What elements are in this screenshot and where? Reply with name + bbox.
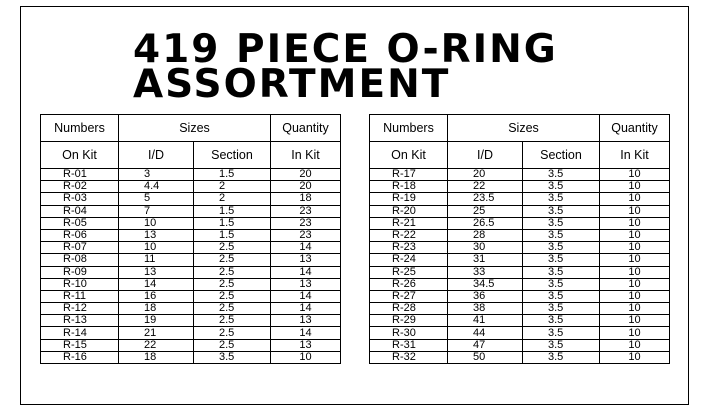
table-row	[41, 339, 341, 351]
inner-diameter-cell: 10	[119, 217, 194, 229]
section-cell: 3.5	[523, 351, 600, 363]
quantity-cell: 10	[600, 339, 670, 351]
quantity-cell: 10	[271, 351, 341, 363]
inner-diameter-cell: 23.5	[448, 193, 523, 205]
table-row	[41, 266, 341, 278]
inner-diameter-cell: 34.5	[448, 278, 523, 290]
kit-number-cell: R-16	[41, 351, 119, 363]
table-row	[41, 315, 341, 327]
inner-diameter-cell: 18	[119, 303, 194, 315]
quantity-cell: 18	[271, 193, 341, 205]
kit-number-cell: R-26	[370, 278, 448, 290]
header-sizes: Sizes	[448, 115, 600, 142]
quantity-cell: 10	[600, 242, 670, 254]
table-row	[41, 217, 341, 229]
kit-number-cell: R-04	[41, 205, 119, 217]
section-cell: 3.5	[523, 303, 600, 315]
header-in-kit: In Kit	[600, 142, 670, 169]
inner-diameter-cell: 36	[448, 290, 523, 302]
quantity-cell: 10	[600, 327, 670, 339]
table-row	[41, 193, 341, 205]
inner-diameter-cell: 30	[448, 242, 523, 254]
quantity-cell: 23	[271, 217, 341, 229]
table-body-right	[370, 169, 670, 364]
inner-diameter-cell: 21	[119, 327, 194, 339]
header-quantity: Quantity	[271, 115, 341, 142]
inner-diameter-cell: 44	[448, 327, 523, 339]
quantity-cell: 10	[600, 351, 670, 363]
section-cell: 2.5	[194, 278, 271, 290]
inner-diameter-cell: 4.4	[119, 181, 194, 193]
quantity-cell: 10	[600, 229, 670, 241]
inner-diameter-cell: 5	[119, 193, 194, 205]
section-cell: 1.5	[194, 217, 271, 229]
table-row	[41, 351, 341, 363]
inner-diameter-cell: 33	[448, 266, 523, 278]
table-row	[41, 169, 341, 181]
kit-number-cell: R-09	[41, 266, 119, 278]
kit-number-cell: R-20	[370, 205, 448, 217]
quantity-cell: 10	[600, 169, 670, 181]
oring-table-left	[40, 114, 341, 364]
header-sizes: Sizes	[119, 115, 271, 142]
quantity-cell: 14	[271, 327, 341, 339]
kit-number-cell: R-17	[370, 169, 448, 181]
inner-diameter-cell: 16	[119, 290, 194, 302]
header-id: I/D	[119, 142, 194, 169]
table-row	[370, 327, 670, 339]
table-row	[370, 169, 670, 181]
kit-number-cell: R-08	[41, 254, 119, 266]
inner-diameter-cell: 28	[448, 229, 523, 241]
section-cell: 3.5	[523, 181, 600, 193]
section-cell: 3.5	[523, 205, 600, 217]
quantity-cell: 10	[600, 266, 670, 278]
section-cell: 3.5	[523, 339, 600, 351]
inner-diameter-cell: 11	[119, 254, 194, 266]
table-row	[370, 315, 670, 327]
table-row	[370, 229, 670, 241]
table-row	[41, 181, 341, 193]
table-row	[370, 278, 670, 290]
kit-number-cell: R-30	[370, 327, 448, 339]
header-id: I/D	[448, 142, 523, 169]
table-row	[41, 242, 341, 254]
section-cell: 3.5	[194, 351, 271, 363]
quantity-cell: 10	[600, 193, 670, 205]
oring-table-right	[369, 114, 670, 364]
header-numbers: Numbers	[370, 115, 448, 142]
kit-number-cell: R-29	[370, 315, 448, 327]
section-cell: 2.5	[194, 339, 271, 351]
inner-diameter-cell: 22	[448, 181, 523, 193]
header-section: Section	[523, 142, 600, 169]
table-row	[370, 181, 670, 193]
table-row	[370, 339, 670, 351]
section-cell: 3.5	[523, 254, 600, 266]
title-line-1: 419 PIECE O-RING	[133, 27, 558, 72]
inner-diameter-cell: 10	[119, 242, 194, 254]
kit-number-cell: R-07	[41, 242, 119, 254]
kit-number-cell: R-05	[41, 217, 119, 229]
quantity-cell: 14	[271, 266, 341, 278]
quantity-cell: 23	[271, 229, 341, 241]
kit-number-cell: R-06	[41, 229, 119, 241]
page-title	[133, 27, 558, 107]
header-numbers: Numbers	[41, 115, 119, 142]
inner-diameter-cell: 13	[119, 266, 194, 278]
quantity-cell: 20	[271, 181, 341, 193]
quantity-cell: 14	[271, 303, 341, 315]
quantity-cell: 13	[271, 315, 341, 327]
quantity-cell: 14	[271, 290, 341, 302]
kit-number-cell: R-31	[370, 339, 448, 351]
kit-number-cell: R-02	[41, 181, 119, 193]
inner-diameter-cell: 26.5	[448, 217, 523, 229]
section-cell: 2.5	[194, 266, 271, 278]
table-row	[41, 327, 341, 339]
kit-number-cell: R-15	[41, 339, 119, 351]
section-cell: 2.5	[194, 315, 271, 327]
table-row	[370, 290, 670, 302]
kit-number-cell: R-14	[41, 327, 119, 339]
section-cell: 2.5	[194, 303, 271, 315]
inner-diameter-cell: 20	[448, 169, 523, 181]
table-row	[41, 205, 341, 217]
kit-number-cell: R-01	[41, 169, 119, 181]
table-row	[41, 278, 341, 290]
quantity-cell: 13	[271, 254, 341, 266]
inner-diameter-cell: 41	[448, 315, 523, 327]
kit-number-cell: R-27	[370, 290, 448, 302]
section-cell: 3.5	[523, 242, 600, 254]
section-cell: 3.5	[523, 327, 600, 339]
inner-diameter-cell: 31	[448, 254, 523, 266]
section-cell: 1.5	[194, 229, 271, 241]
table-row	[370, 266, 670, 278]
kit-number-cell: R-19	[370, 193, 448, 205]
inner-diameter-cell: 50	[448, 351, 523, 363]
quantity-cell: 10	[600, 278, 670, 290]
table-row	[41, 229, 341, 241]
table-row	[370, 351, 670, 363]
section-cell: 2	[194, 193, 271, 205]
inner-diameter-cell: 18	[119, 351, 194, 363]
section-cell: 3.5	[523, 229, 600, 241]
header-on-kit: On Kit	[370, 142, 448, 169]
section-cell: 2.5	[194, 290, 271, 302]
quantity-cell: 10	[600, 290, 670, 302]
table-row	[370, 193, 670, 205]
quantity-cell: 13	[271, 278, 341, 290]
quantity-cell: 20	[271, 169, 341, 181]
section-cell: 3.5	[523, 278, 600, 290]
kit-number-cell: R-32	[370, 351, 448, 363]
kit-number-cell: R-10	[41, 278, 119, 290]
title-line-2: ASSORTMENT	[133, 62, 451, 107]
quantity-cell: 10	[600, 205, 670, 217]
section-cell: 2.5	[194, 242, 271, 254]
section-cell: 2.5	[194, 327, 271, 339]
kit-number-cell: R-18	[370, 181, 448, 193]
header-quantity: Quantity	[600, 115, 670, 142]
kit-number-cell: R-24	[370, 254, 448, 266]
table-row	[370, 254, 670, 266]
section-cell: 3.5	[523, 290, 600, 302]
quantity-cell: 23	[271, 205, 341, 217]
table-body-left	[41, 169, 341, 364]
kit-number-cell: R-25	[370, 266, 448, 278]
quantity-cell: 13	[271, 339, 341, 351]
table-row	[370, 303, 670, 315]
table-row	[370, 205, 670, 217]
section-cell: 2	[194, 181, 271, 193]
inner-diameter-cell: 3	[119, 169, 194, 181]
quantity-cell: 10	[600, 315, 670, 327]
kit-number-cell: R-12	[41, 303, 119, 315]
header-in-kit: In Kit	[271, 142, 341, 169]
kit-number-cell: R-28	[370, 303, 448, 315]
section-cell: 2.5	[194, 254, 271, 266]
quantity-cell: 10	[600, 254, 670, 266]
section-cell: 3.5	[523, 217, 600, 229]
section-cell: 3.5	[523, 169, 600, 181]
inner-diameter-cell: 47	[448, 339, 523, 351]
inner-diameter-cell: 7	[119, 205, 194, 217]
section-cell: 1.5	[194, 169, 271, 181]
quantity-cell: 10	[600, 217, 670, 229]
kit-number-cell: R-13	[41, 315, 119, 327]
kit-number-cell: R-03	[41, 193, 119, 205]
section-cell: 3.5	[523, 193, 600, 205]
inner-diameter-cell: 38	[448, 303, 523, 315]
kit-number-cell: R-21	[370, 217, 448, 229]
inner-diameter-cell: 13	[119, 229, 194, 241]
header-on-kit: On Kit	[41, 142, 119, 169]
section-cell: 3.5	[523, 266, 600, 278]
inner-diameter-cell: 14	[119, 278, 194, 290]
kit-number-cell: R-22	[370, 229, 448, 241]
section-cell: 1.5	[194, 205, 271, 217]
table-row	[41, 303, 341, 315]
header-section: Section	[194, 142, 271, 169]
inner-diameter-cell: 19	[119, 315, 194, 327]
inner-diameter-cell: 25	[448, 205, 523, 217]
table-row	[370, 242, 670, 254]
quantity-cell: 14	[271, 242, 341, 254]
inner-diameter-cell: 22	[119, 339, 194, 351]
quantity-cell: 10	[600, 181, 670, 193]
table-row	[41, 290, 341, 302]
quantity-cell: 10	[600, 303, 670, 315]
table-row	[370, 217, 670, 229]
kit-number-cell: R-11	[41, 290, 119, 302]
section-cell: 3.5	[523, 315, 600, 327]
kit-number-cell: R-23	[370, 242, 448, 254]
table-row	[41, 254, 341, 266]
